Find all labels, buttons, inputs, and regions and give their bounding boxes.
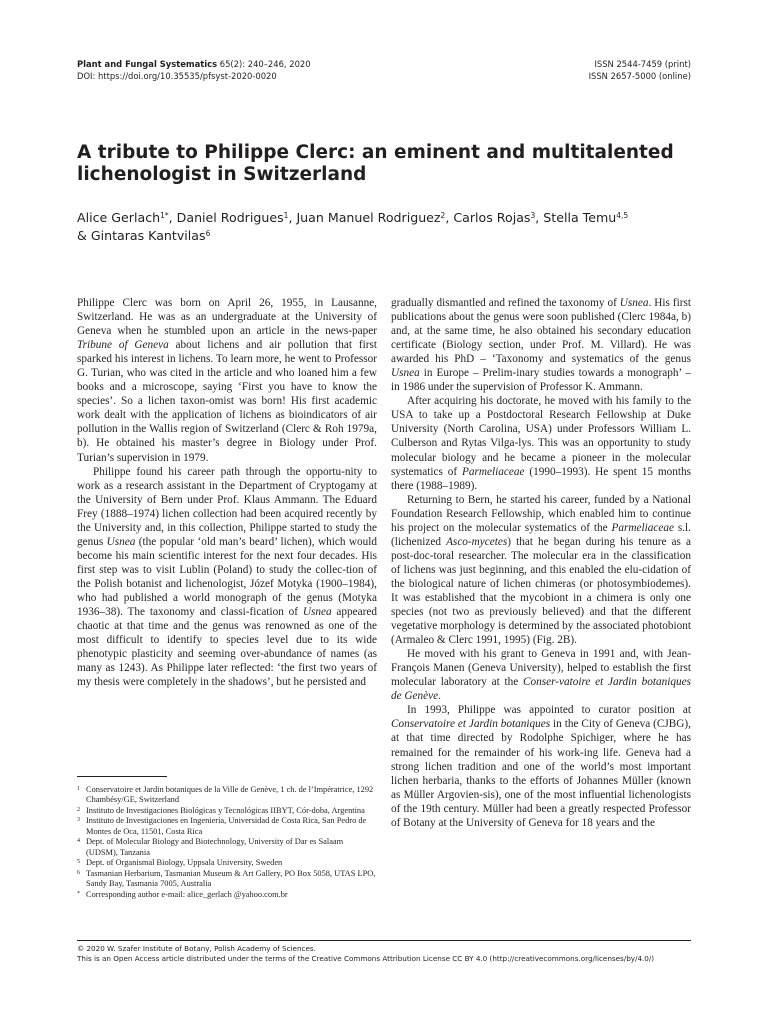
body-column-right [391,296,691,830]
footnote-mark: * [77,890,80,897]
footnote-item [77,806,377,816]
author-affiliation-mark: 6 [205,229,211,238]
footnote-text: Dept. of Molecular Biology and Biotechnology, University of Dar es Salaam (UDSM), Tanzania [86,837,344,857]
body-paragraph: Returning to Bern, he started his career, funded by a National Foundation Research Fellowship, which enabled him to continue his project on the molecular systematics of the Parmeliaceae s.l. (lichenized Asco-mycetes) that he began during his tenure as a post-doc-toral researcher. The molecular era in the classification of lichens was just beginning, and this enabled the elu-cidation of the biological nature of lichen chimeras (or photosymbiodemes). It was established that the mycobiont in a chimera is only one species (not two as previously believed) and that the different vegetative morphology is determined by the associated photobiont (Armaleo & Clerc 1991, 1995) (Fig. 2B). [391,493,691,647]
footnote-text: Corresponding author e-mail: alice_gerlach @yahoo.com.br [86,889,288,899]
issn-online: ISSN 2657-5000 (online) [588,70,691,81]
author-name: Daniel Rodrigues [176,210,284,225]
author-affiliation-mark: 2 [440,211,446,220]
author-name: Gintaras Kantvilas [90,228,206,243]
footnote-mark: 1 [77,786,80,792]
footnote-text: Conservatoire et Jardin botaniques de la Ville de Genève, 1 ch. de l’Impératrice, 1292 Chambésy/GE, Switzerland [86,785,374,805]
body-column-left [77,296,377,689]
body-paragraph: Philippe found his career path through the opportu-nity to work as a research assistant in the Department of Cryptogamy at the University of Bern under Prof. Klaus Ammann. The Eduard Frey (1888–1974) lichen collection had been acquired recently by the University and, in this collection, Philippe started to study the genus Usnea (the popular ‘old man’s beard’ lichen), which would become his main scientific interest for the next four decades. His first step was to visit Lublin (Poland) to study the collec-tion of the Polish botanist and lichenologist, Józef Motyka (1900–1984), who had published a world monograph of the genus (Motyka 1936–38). The taxonomy and classi-fication of Usnea appeared chaotic at that time and the genus was renowned as one of the most difficult to identify to species level due to its wide phenotypic plasticity and seeming over-abundance of names (as many as 1243). As Philippe later reflected: ‘the first two years of my thesis were completely in the shadows’, but he persisted and [77,465,377,689]
author-name: Stella Temu [543,210,617,225]
author-name: Carlos Rojas [453,210,531,225]
body-paragraph: In 1993, Philippe was appointed to curator position at Conservatoire et Jardin botaniques in the City of Geneva (CJBG), at that time directed by Rodolphe Spichiger, where he has remained for the remainder of his work-ing life. Geneva had a strong lichen tradition and one of the world’s most important lichen herbaria, thanks to the efforts of Johannes Müller (known as Müller Argovien-sis), one of the most influential lichenologists of the 19th century. Müller had been a greatly respected Professor of Botany at the University of Geneva for 18 years and the [391,704,691,829]
author-affiliation-mark: 3 [530,211,536,220]
author-affiliation-mark: 1 [283,211,289,220]
body-paragraph: He moved with his grant to Geneva in 1991 and, with Jean-François Manen (Geneva University), helped to establish the first molecular laboratory at the Conser-vatoire et Jardin botaniques de Genève. [391,648,691,703]
footnote-text: Instituto de Investigaciones en Ingeniería, Universidad de Costa Rica, San Pedro de Montes de Oca, 11501, Costa Rica [86,816,367,836]
journal-line [77,59,311,71]
author-name: Alice Gerlach [77,210,161,225]
body-paragraph: Philippe Clerc was born on April 26, 1955, in Lausanne, Switzerland. He was as an undergraduate at the University of Geneva when he stumbled upon an article in the news-paper Tribune of Geneva about lichens and air pollution that first sparked his interest in lichens. To learn more, he went to Professor G. Turian, who was cited in the article and who loaned him a few books and a microscope, saying ‘First you have to know the species’. So a lichen taxon-omist was born! His first academic work dealt with the application of lichens as bioindicators of air pollution in the Wallis region of Switzerland (Clerc & Roh 1979a, b). He obtained his master’s degree in Biology under Prof. Turian’s supervision in 1979. [77,297,377,464]
footnote-item [77,816,377,837]
footnote-mark: 4 [77,838,80,845]
issn-block [589,59,691,82]
copyright-divider [77,940,691,941]
body-paragraph: gradually dismantled and refined the taxonomy of Usnea. His first publications about the genus were soon published (Clerc 1984a, b) and, at the same time, he also obtained his secondary education certificate (Biology section, under Prof. M. Villard). He was awarded his PhD – ‘Taxonomy and systematics of the genus Usnea in Europe – Prelim-inary studies towards a monograph’ – in 1986 under the supervision of Professor K. Ammann. [391,297,692,394]
doi-link[interactable]: DOI: https://doi.org/10.35535/pfsyst-2020-0020 [77,70,277,81]
footnote-text: Dept. of Organismal Biology, Uppsala University, Sweden [86,858,283,868]
footnote-item [77,837,377,858]
author-affiliation-mark: 4,5 [616,211,629,220]
affiliation-footnotes [77,785,377,900]
author-list: Alice Gerlach$^{1*}$, Daniel Rodrigues$^1$, Juan Manuel Rodriguez$^2$, Carlos Rojas$^3$, Stella Temu$^{4,5}$ & Gintaras Kantvilas$^6$ [77,210,629,243]
footnote-mark: 3 [77,817,80,824]
article-title: A tribute to Philippe Clerc: an eminent and multitalented lichenologist in Switzerland [77,142,674,185]
footnote-mark: 6 [77,869,80,876]
footnote-text: Instituto de Investigaciones Biológicas y Tecnológicas IIBYT, Cór-doba, Argentina [86,805,365,815]
copyright-line: © 2020 W. Szafer Institute of Botany, Polish Academy of Sciences. [77,944,316,953]
copyright-notice [77,944,691,963]
body-paragraph: After acquiring his doctorate, he moved with his family to the USA to take up a Postdoctoral Research Fellowship at Duke University (North Carolina, USA) under Professors William L. Culberson and Rytas Vilga-lys. This was an opportunity to study molecular biology and he became a pioneer in the molecular systematics of Parmeliaceae (1990–1993). He spent 15 months there (1988–1989). [391,395,691,492]
footnote-item [77,858,377,868]
footnote-text: Tasmanian Herbarium, Tasmanian Museum & Art Gallery, PO Box 5058, UTAS LPO, Sandy Bay, Tasmania 7005, Australia [86,868,376,889]
author-affiliation-mark: 1* [160,211,169,220]
journal-name: Plant and Fungal Systematics [77,59,218,69]
footnote-mark: 2 [77,806,80,813]
footnote-mark: 5 [77,859,80,866]
license-line: This is an Open Access article distributed under the terms of the Creative Commons Attribution License CC BY 4.0 (http://creativecommons.org/licenses/by/4.0/) [77,953,655,963]
journal-issue: 65(2): 240–246, 2020 [217,59,311,69]
author-name: Juan Manuel Rodriguez [296,210,441,225]
footnote-divider [77,776,167,777]
journal-citation [77,59,311,82]
footnote-item [77,890,377,900]
issn-print: ISSN 2544-7459 (print) [594,59,691,69]
footnote-item [77,869,377,890]
footnote-item [77,785,377,806]
